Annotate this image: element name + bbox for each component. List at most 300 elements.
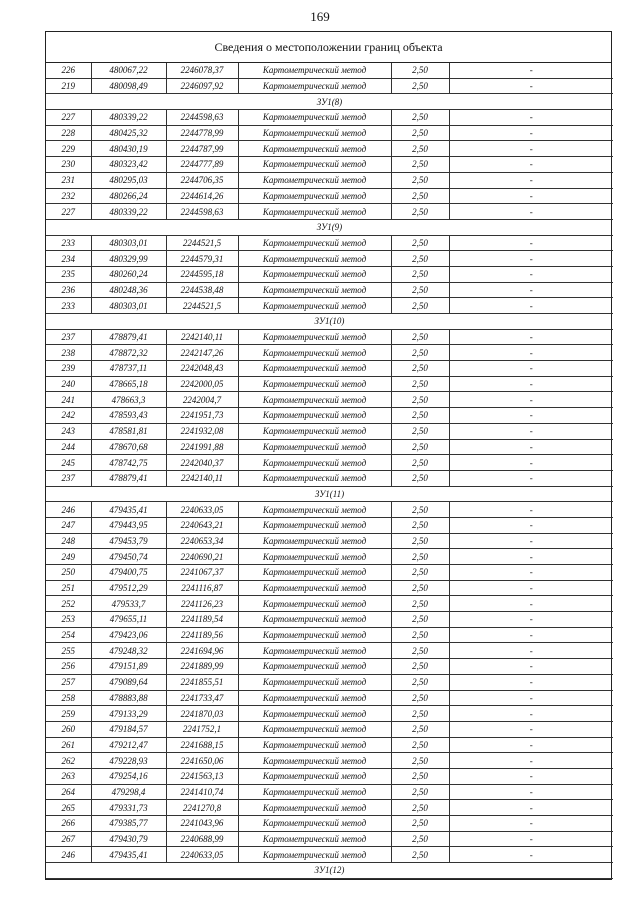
- description: -: [449, 172, 613, 188]
- description: -: [449, 423, 613, 439]
- point-number: 264: [46, 784, 91, 800]
- coord-y: 2241270,8: [166, 800, 238, 816]
- point-number: 238: [46, 345, 91, 361]
- accuracy: 2,50: [391, 376, 449, 392]
- point-number: 237: [46, 470, 91, 486]
- coord-y: 2242040,37: [166, 455, 238, 471]
- description: -: [449, 157, 613, 173]
- coord-y: 2241650,06: [166, 753, 238, 769]
- accuracy: 2,50: [391, 580, 449, 596]
- description: -: [449, 690, 613, 706]
- description: -: [449, 706, 613, 722]
- coord-y: 2244598,63: [166, 110, 238, 126]
- method: Картометрический метод: [238, 800, 391, 816]
- coord-y: 2244787,99: [166, 141, 238, 157]
- group-row: [46, 219, 613, 235]
- table-row: [46, 753, 613, 769]
- accuracy: 2,50: [391, 455, 449, 471]
- description: -: [449, 439, 613, 455]
- group-row: [46, 863, 613, 879]
- accuracy: 2,50: [391, 266, 449, 282]
- coord-y: 2241043,96: [166, 816, 238, 832]
- table-row: [46, 470, 613, 486]
- point-number: 229: [46, 141, 91, 157]
- accuracy: 2,50: [391, 800, 449, 816]
- accuracy: 2,50: [391, 392, 449, 408]
- description: -: [449, 470, 613, 486]
- accuracy: 2,50: [391, 423, 449, 439]
- coord-x: 479423,06: [91, 627, 166, 643]
- table-row: [46, 188, 613, 204]
- point-number: 262: [46, 753, 91, 769]
- coord-x: 478737,11: [91, 361, 166, 377]
- table-row: [46, 768, 613, 784]
- accuracy: 2,50: [391, 110, 449, 126]
- coord-x: 479331,73: [91, 800, 166, 816]
- accuracy: 2,50: [391, 784, 449, 800]
- coord-x: 479133,29: [91, 706, 166, 722]
- description: -: [449, 768, 613, 784]
- point-number: 255: [46, 643, 91, 659]
- table-row: [46, 643, 613, 659]
- method: Картометрический метод: [238, 627, 391, 643]
- method: Картометрический метод: [238, 298, 391, 314]
- coord-x: 480295,03: [91, 172, 166, 188]
- coord-x: 479212,47: [91, 737, 166, 753]
- coord-x: 478663,3: [91, 392, 166, 408]
- accuracy: 2,50: [391, 502, 449, 518]
- coord-x: 479655,11: [91, 612, 166, 628]
- description: -: [449, 63, 613, 78]
- method: Картометрический метод: [238, 831, 391, 847]
- coord-y: 2244521,5: [166, 298, 238, 314]
- point-number: 250: [46, 565, 91, 581]
- table-row: [46, 376, 613, 392]
- point-number: 246: [46, 502, 91, 518]
- accuracy: 2,50: [391, 674, 449, 690]
- coord-y: 2241889,99: [166, 659, 238, 675]
- accuracy: 2,50: [391, 690, 449, 706]
- coord-x: 479184,57: [91, 721, 166, 737]
- accuracy: 2,50: [391, 831, 449, 847]
- table-row: [46, 251, 613, 267]
- coord-x: 480339,22: [91, 110, 166, 126]
- description: -: [449, 847, 613, 863]
- coord-y: 2241189,56: [166, 627, 238, 643]
- coord-x: 479450,74: [91, 549, 166, 565]
- method: Картометрический метод: [238, 816, 391, 832]
- coord-y: 2241733,47: [166, 690, 238, 706]
- accuracy: 2,50: [391, 439, 449, 455]
- table-row: [46, 800, 613, 816]
- accuracy: 2,50: [391, 361, 449, 377]
- description: -: [449, 565, 613, 581]
- point-number: 219: [46, 78, 91, 94]
- coord-x: 479254,16: [91, 768, 166, 784]
- table-row: [46, 204, 613, 220]
- table-row: [46, 847, 613, 863]
- point-number: 236: [46, 282, 91, 298]
- table-row: [46, 298, 613, 314]
- coord-y: 2241688,15: [166, 737, 238, 753]
- point-number: 227: [46, 204, 91, 220]
- table-row: [46, 627, 613, 643]
- coord-y: 2244614,26: [166, 188, 238, 204]
- method: Картометрический метод: [238, 470, 391, 486]
- point-number: 259: [46, 706, 91, 722]
- description: -: [449, 816, 613, 832]
- table-row: [46, 816, 613, 832]
- method: Картометрический метод: [238, 580, 391, 596]
- description: -: [449, 141, 613, 157]
- table-row: [46, 63, 613, 78]
- table-row: [46, 502, 613, 518]
- method: Картометрический метод: [238, 565, 391, 581]
- method: Картометрический метод: [238, 266, 391, 282]
- point-number: 232: [46, 188, 91, 204]
- coord-y: 2240653,34: [166, 533, 238, 549]
- method: Картометрический метод: [238, 455, 391, 471]
- coord-x: 480266,24: [91, 188, 166, 204]
- description: -: [449, 549, 613, 565]
- coord-y: 2241951,73: [166, 408, 238, 424]
- point-number: 263: [46, 768, 91, 784]
- accuracy: 2,50: [391, 408, 449, 424]
- accuracy: 2,50: [391, 753, 449, 769]
- description: -: [449, 110, 613, 126]
- method: Картометрический метод: [238, 596, 391, 612]
- coordinates-table: [46, 63, 613, 879]
- description: -: [449, 251, 613, 267]
- coord-x: 479512,29: [91, 580, 166, 596]
- coord-x: 480260,24: [91, 266, 166, 282]
- description: -: [449, 376, 613, 392]
- point-number: 227: [46, 110, 91, 126]
- group-label: ЗУ1(12): [46, 863, 613, 879]
- table-row: [46, 831, 613, 847]
- coord-y: 2242000,05: [166, 376, 238, 392]
- coord-x: 478879,41: [91, 329, 166, 345]
- accuracy: 2,50: [391, 533, 449, 549]
- accuracy: 2,50: [391, 721, 449, 737]
- table-row: [46, 361, 613, 377]
- coord-y: 2240643,21: [166, 517, 238, 533]
- description: -: [449, 188, 613, 204]
- coord-y: 2241067,37: [166, 565, 238, 581]
- accuracy: 2,50: [391, 627, 449, 643]
- description: -: [449, 674, 613, 690]
- description: -: [449, 831, 613, 847]
- point-number: 257: [46, 674, 91, 690]
- method: Картометрический метод: [238, 612, 391, 628]
- coord-y: 2244595,18: [166, 266, 238, 282]
- coord-y: 2244778,99: [166, 125, 238, 141]
- point-number: 266: [46, 816, 91, 832]
- table-row: [46, 706, 613, 722]
- method: Картометрический метод: [238, 141, 391, 157]
- accuracy: 2,50: [391, 706, 449, 722]
- accuracy: 2,50: [391, 298, 449, 314]
- coord-y: 2241116,87: [166, 580, 238, 596]
- coordinates-rows: [46, 63, 613, 878]
- accuracy: 2,50: [391, 157, 449, 173]
- point-number: 252: [46, 596, 91, 612]
- point-number: 231: [46, 172, 91, 188]
- accuracy: 2,50: [391, 517, 449, 533]
- point-number: 265: [46, 800, 91, 816]
- point-number: 228: [46, 125, 91, 141]
- method: Картометрический метод: [238, 282, 391, 298]
- method: Картометрический метод: [238, 768, 391, 784]
- method: Картометрический метод: [238, 690, 391, 706]
- point-number: 235: [46, 266, 91, 282]
- coord-y: 2240688,99: [166, 831, 238, 847]
- point-number: 267: [46, 831, 91, 847]
- table-row: [46, 423, 613, 439]
- method: Картометрический метод: [238, 204, 391, 220]
- method: Картометрический метод: [238, 110, 391, 126]
- point-number: 245: [46, 455, 91, 471]
- group-row: [46, 94, 613, 110]
- point-number: 237: [46, 329, 91, 345]
- coord-y: 2240690,21: [166, 549, 238, 565]
- table-row: [46, 596, 613, 612]
- coord-y: 2244521,5: [166, 235, 238, 251]
- method: Картометрический метод: [238, 125, 391, 141]
- coord-y: 2241189,54: [166, 612, 238, 628]
- table-row: [46, 674, 613, 690]
- point-number: 226: [46, 63, 91, 78]
- point-number: 240: [46, 376, 91, 392]
- table-row: [46, 266, 613, 282]
- method: Картометрический метод: [238, 659, 391, 675]
- accuracy: 2,50: [391, 612, 449, 628]
- method: Картометрический метод: [238, 235, 391, 251]
- coord-y: 2246078,37: [166, 63, 238, 78]
- accuracy: 2,50: [391, 737, 449, 753]
- coord-x: 480303,01: [91, 298, 166, 314]
- table-row: [46, 282, 613, 298]
- coord-x: 478581,81: [91, 423, 166, 439]
- description: -: [449, 345, 613, 361]
- accuracy: 2,50: [391, 847, 449, 863]
- coord-x: 480339,22: [91, 204, 166, 220]
- description: -: [449, 125, 613, 141]
- table-title: Сведения о местоположении границ объекта: [46, 32, 611, 63]
- method: Картометрический метод: [238, 706, 391, 722]
- coord-x: 480323,42: [91, 157, 166, 173]
- point-number: 233: [46, 235, 91, 251]
- coord-x: 480329,99: [91, 251, 166, 267]
- coord-y: 2242048,43: [166, 361, 238, 377]
- point-number: 230: [46, 157, 91, 173]
- coord-x: 479228,93: [91, 753, 166, 769]
- group-row: [46, 314, 613, 330]
- description: -: [449, 455, 613, 471]
- description: -: [449, 800, 613, 816]
- accuracy: 2,50: [391, 141, 449, 157]
- table-row: [46, 125, 613, 141]
- coord-x: 479430,79: [91, 831, 166, 847]
- accuracy: 2,50: [391, 188, 449, 204]
- accuracy: 2,50: [391, 78, 449, 94]
- point-number: 248: [46, 533, 91, 549]
- accuracy: 2,50: [391, 565, 449, 581]
- coord-x: 479248,32: [91, 643, 166, 659]
- description: -: [449, 580, 613, 596]
- table-row: [46, 157, 613, 173]
- table-row: [46, 345, 613, 361]
- description: -: [449, 298, 613, 314]
- coord-y: 2241932,08: [166, 423, 238, 439]
- coord-x: 479533,7: [91, 596, 166, 612]
- coord-y: 2242004,7: [166, 392, 238, 408]
- coord-x: 479089,64: [91, 674, 166, 690]
- coord-x: 480425,32: [91, 125, 166, 141]
- point-number: 239: [46, 361, 91, 377]
- accuracy: 2,50: [391, 329, 449, 345]
- coord-x: 478879,41: [91, 470, 166, 486]
- point-number: 249: [46, 549, 91, 565]
- method: Картометрический метод: [238, 643, 391, 659]
- point-number: 242: [46, 408, 91, 424]
- coord-y: 2240633,05: [166, 502, 238, 518]
- coord-x: 479435,41: [91, 502, 166, 518]
- point-number: 241: [46, 392, 91, 408]
- point-number: 253: [46, 612, 91, 628]
- table-row: [46, 78, 613, 94]
- point-number: 244: [46, 439, 91, 455]
- table-row: [46, 235, 613, 251]
- coord-x: 479453,79: [91, 533, 166, 549]
- method: Картометрический метод: [238, 517, 391, 533]
- method: Картометрический метод: [238, 753, 391, 769]
- method: Картометрический метод: [238, 674, 391, 690]
- method: Картометрический метод: [238, 361, 391, 377]
- method: Картометрический метод: [238, 784, 391, 800]
- coord-y: 2241855,51: [166, 674, 238, 690]
- coord-x: 479298,4: [91, 784, 166, 800]
- table-row: [46, 580, 613, 596]
- table-row: [46, 439, 613, 455]
- coord-y: 2241563,13: [166, 768, 238, 784]
- description: -: [449, 361, 613, 377]
- method: Картометрический метод: [238, 502, 391, 518]
- coord-x: 479443,95: [91, 517, 166, 533]
- method: Картометрический метод: [238, 63, 391, 78]
- table-row: [46, 329, 613, 345]
- coord-x: 478883,88: [91, 690, 166, 706]
- description: -: [449, 784, 613, 800]
- description: -: [449, 612, 613, 628]
- coord-y: 2241694,96: [166, 643, 238, 659]
- group-row: [46, 486, 613, 502]
- coord-x: 478593,43: [91, 408, 166, 424]
- accuracy: 2,50: [391, 596, 449, 612]
- accuracy: 2,50: [391, 768, 449, 784]
- point-number: 258: [46, 690, 91, 706]
- point-number: 234: [46, 251, 91, 267]
- coord-x: 479400,75: [91, 565, 166, 581]
- coordinates-sheet: [45, 31, 612, 880]
- accuracy: 2,50: [391, 204, 449, 220]
- description: -: [449, 235, 613, 251]
- coord-x: 479151,89: [91, 659, 166, 675]
- method: Картометрический метод: [238, 423, 391, 439]
- description: -: [449, 408, 613, 424]
- group-label: ЗУ1(9): [46, 219, 613, 235]
- description: -: [449, 737, 613, 753]
- coord-y: 2241752,1: [166, 721, 238, 737]
- coord-x: 480303,01: [91, 235, 166, 251]
- table-row: [46, 533, 613, 549]
- table-row: [46, 690, 613, 706]
- table-row: [46, 565, 613, 581]
- coord-y: 2242140,11: [166, 329, 238, 345]
- method: Картометрический метод: [238, 78, 391, 94]
- point-number: 261: [46, 737, 91, 753]
- method: Картометрический метод: [238, 408, 391, 424]
- description: -: [449, 596, 613, 612]
- coord-y: 2241870,03: [166, 706, 238, 722]
- method: Картометрический метод: [238, 392, 391, 408]
- coord-x: 480430,19: [91, 141, 166, 157]
- coord-y: 2242140,11: [166, 470, 238, 486]
- accuracy: 2,50: [391, 251, 449, 267]
- point-number: 247: [46, 517, 91, 533]
- table-row: [46, 784, 613, 800]
- table-row: [46, 408, 613, 424]
- coord-x: 478665,18: [91, 376, 166, 392]
- point-number: 243: [46, 423, 91, 439]
- method: Картометрический метод: [238, 329, 391, 345]
- point-number: 246: [46, 847, 91, 863]
- table-row: [46, 659, 613, 675]
- page-number: 169: [310, 9, 330, 24]
- table-row: [46, 392, 613, 408]
- group-label: ЗУ1(8): [46, 94, 613, 110]
- accuracy: 2,50: [391, 172, 449, 188]
- point-number: 254: [46, 627, 91, 643]
- coord-y: 2244579,31: [166, 251, 238, 267]
- accuracy: 2,50: [391, 470, 449, 486]
- method: Картометрический метод: [238, 345, 391, 361]
- table-row: [46, 612, 613, 628]
- description: -: [449, 659, 613, 675]
- coord-x: 478872,32: [91, 345, 166, 361]
- table-row: [46, 455, 613, 471]
- point-number: 260: [46, 721, 91, 737]
- coord-y: 2241126,23: [166, 596, 238, 612]
- method: Картометрический метод: [238, 376, 391, 392]
- table-row: [46, 721, 613, 737]
- accuracy: 2,50: [391, 659, 449, 675]
- method: Картометрический метод: [238, 549, 391, 565]
- accuracy: 2,50: [391, 816, 449, 832]
- coord-y: 2246097,92: [166, 78, 238, 94]
- point-number: 233: [46, 298, 91, 314]
- description: -: [449, 721, 613, 737]
- description: -: [449, 627, 613, 643]
- method: Картометрический метод: [238, 172, 391, 188]
- group-label: ЗУ1(11): [46, 486, 613, 502]
- coord-y: 2244706,35: [166, 172, 238, 188]
- accuracy: 2,50: [391, 549, 449, 565]
- table-row: [46, 172, 613, 188]
- method: Картометрический метод: [238, 533, 391, 549]
- coord-y: 2241410,74: [166, 784, 238, 800]
- method: Картометрический метод: [238, 157, 391, 173]
